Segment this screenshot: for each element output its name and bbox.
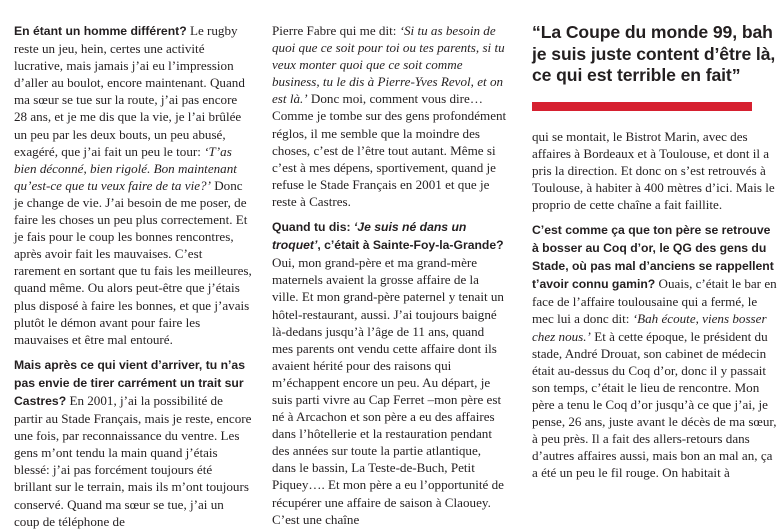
interview-question: , c’était à Sainte-Foy-la-Grande? (317, 238, 504, 253)
answer-text: Oui, mon grand-père et ma grand-mère maternels avaient la grosse affaire de la ville. Et mon grand-père paternel y tenait un hôtel-restaurant, aussi. J’ai toujours baigné là-dedans jusqu’à l’âge de 11 ans, quand mes parents ont vendu cette affaire dont ils avaient hérité pour des raisons qui m’échappent encore un peu. Au départ, je suis parti vivre au Cap Ferret –mon père est né à Arcachon et son père a eu des affaires dans l’hôtellerie et la restauration pendant des années sur toute la partie atlantique, dans le bassin, La Teste-de-Buch, Petit Piquey…. Et mon père a eu l’opportunité de récupérer une affaire de saison à Claouey. C’est une chaîne (272, 255, 504, 527)
quoted-speech: ‘T’as bien déconné, bien rigolé. Bon maintenant qu’est-ce que tu veux faire de ta vie?’ (14, 143, 237, 193)
interview-question: En étant un homme différent? (14, 24, 187, 38)
answer-text: En 2001, j’ai la possibilité de partir au Stade Français, mais je reste, encore une fois, par reconnaissance du ventre. Les gens m’ont tendu la main quand j’étais blessé: j’ai pas forcément toujours été brillant sur le terrain, mais ils m’ont toujours conservé. Quand ma sœur se tue, j’ai un coup de téléphone de (14, 392, 252, 529)
interview-question: C’est comme ça que ton père se retrouve à bosser au Coq d’or, le QG des gens du Stade, où pas mal d’anciens se rappellent t’avoir connu gamin? (532, 222, 774, 292)
interview-question: Mais après ce qui vient d’arriver, tu n’as pas envie de tirer carrément un trait sur Castres? (14, 357, 245, 408)
interview-question-quote: ‘Je suis né dans un troquet’ (272, 220, 467, 253)
quoted-speech: ‘Si tu as besoin de quoi que ce soit pour toi ou tes parents, si tu veux monter quoi que ce soit comme business, tu le dis à Pierre-Yves Revol, et on est là.’ (272, 23, 505, 107)
paragraph (272, 22, 508, 210)
pull-quote: “La Coupe du monde 99, bah je suis juste content d’être là, ce qui est terrible en fait” (532, 22, 776, 85)
pull-quote-rule (532, 102, 752, 111)
article-column-3 (532, 22, 780, 481)
answer-text: qui se montait, le Bistrot Marin, avec des affaires à Bordeaux et à Toulouse, et dont il a pris la direction. Et donc on s’est retrouvés à Toulouse, à habiter à 400 mètres d’ici. Mais le proprio de cette chaîne a fait faillite. (532, 128, 775, 212)
paragraph (532, 128, 780, 213)
paragraph (532, 221, 780, 481)
answer-text: Donc je change de vie. J’ai besoin de me poser, de faire les choses un peu plus correctement. Et je fais pour le coup les bonnes rencontres, après avoir fait les mauvaises. C’est rarement en sortant que tu fais les meilleures, quand même. Ou alors peut-être que j’étais plus disposé à faire les bonnes, et que j’avais plutôt le démon avant pour faire les mauvaises et être mal entouré. (14, 177, 252, 347)
paragraph (14, 356, 252, 530)
answer-text: Ouais, c’était le bar en face de l’affaire toulousaine qui a fermé, le mec lui a donc dit: (532, 276, 777, 327)
answer-text: Donc moi, comment vous dire… Comme je tombe sur des gens profondément réglos, il me semble que la moindre des choses, c’est de l’être tout autant. Même si c’est à mes dépens, sportivement, quand je refuse le Stade Français en 2001 et que je reste à Castres. (272, 91, 507, 209)
article-column-2 (272, 22, 508, 527)
paragraph (272, 218, 508, 528)
answer-text: Et à cette époque, le président du stade, André Drouat, son cabinet de médecin était au-dessus du Coq d’or, donc il y passait son temps, c’était le lieu de rencontre. Mon père a tenu le Coq d’or jusqu’à ce que j’ai, je pense, 26 ans, juste avant le décès de ma sœur, à peu près. Il a fait des allers-retours dans d’autres affaires aussi, mais bon an mal an, ça a été un peu le fil rouge. On habitait à (532, 328, 777, 481)
paragraph (14, 22, 252, 348)
quoted-speech: ‘Bah écoute, viens bosser chez nous.’ (532, 311, 767, 344)
interview-question: Quand tu dis: (272, 220, 354, 235)
answer-text: Le rugby reste un jeu, hein, certes une activité lucrative, mais jamais j’ai eu l’impression d’aller au boulot, encore maintenant. Quand ma sœur se tue sur la route, j’ai pas encore 28 ans, et je me dis que la vie, je l’ai brûlée un peu par les deux bouts, un peu abusé, exagéré, que j’ai fait un peu le tour: (14, 23, 245, 159)
answer-text: Pierre Fabre qui me dit: (272, 23, 400, 38)
article-column-1 (14, 22, 252, 529)
